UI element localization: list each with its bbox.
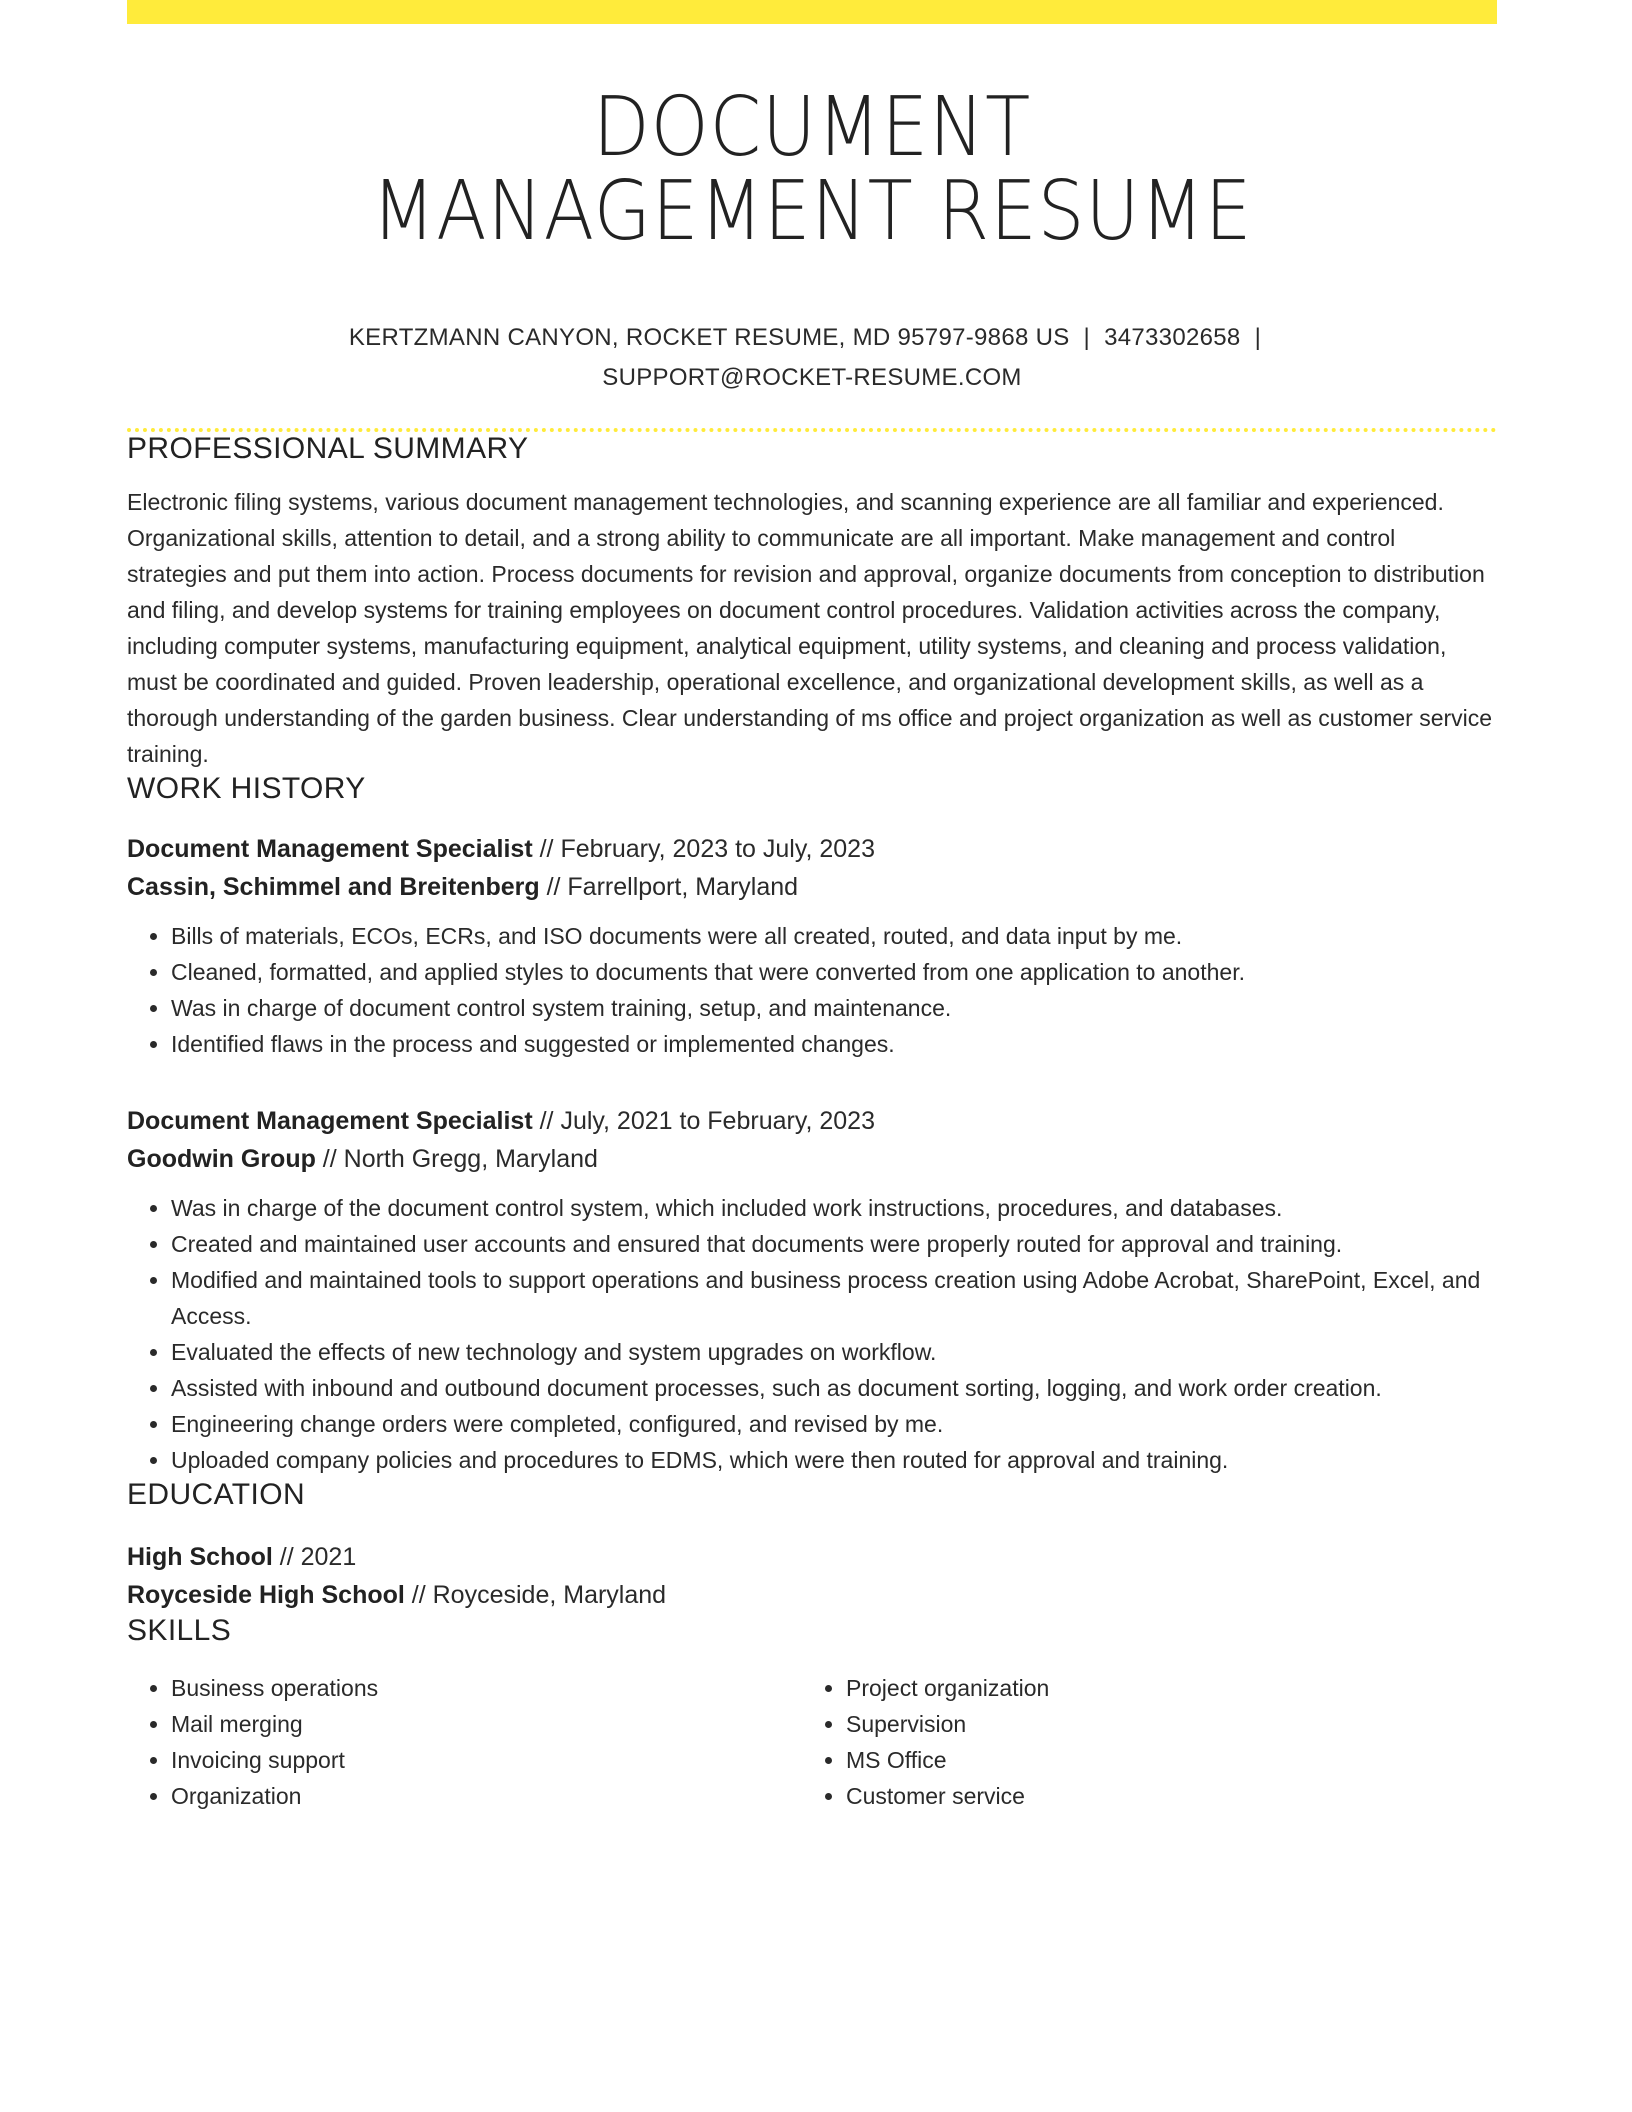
education-school-line bbox=[127, 1576, 1497, 1614]
list-item: • Organization bbox=[171, 1778, 802, 1814]
skills-columns bbox=[127, 1670, 1497, 1814]
title-line-2: MANAGEMENT RESUME bbox=[371, 164, 1253, 259]
address: KERTZMANN CANYON, ROCKET RESUME, MD 95797-9868 US bbox=[348, 324, 1070, 351]
education-entry bbox=[127, 1538, 1497, 1614]
list-item: • Modified and maintained tools to support operations and business process creation using Adobe Acrobat, SharePoint, Excel, and Access. bbox=[171, 1262, 1497, 1334]
education-location: // Royceside, Maryland bbox=[404, 1581, 667, 1609]
job-bullets bbox=[127, 918, 1497, 1062]
job-title: Document Management Specialist bbox=[127, 835, 533, 863]
contact-separator: | bbox=[1083, 324, 1091, 351]
job-company: Cassin, Schimmel and Breitenberg bbox=[127, 873, 540, 901]
list-item: • Cleaned, formatted, and applied styles to documents that were converted from one application to another. bbox=[171, 954, 1497, 990]
summary-text: Electronic filing systems, various document management technologies, and scanning experience are all familiar and experienced. Organizational skills, attention to detail, and a strong ability to communicate are all important. Make management and control strategies and put them into action. Process documents for revision and approval, organize documents from conception to distribution and filing, and develop systems for training employees on document control procedures. Validation activities across the company, including computer systems, manufacturing equipment, analytical equipment, utility systems, and cleaning and process validation, must be coordinated and guided. Proven leadership, operational excellence, and organizational development skills, as well as a thorough understanding of the garden business. Clear understanding of ms office and project organization as well as customer service training. bbox=[127, 489, 1493, 767]
job-title: Document Management Specialist bbox=[127, 1107, 533, 1135]
list-item: • Mail merging bbox=[171, 1706, 802, 1742]
list-item: • Evaluated the effects of new technology and system upgrades on workflow. bbox=[171, 1334, 1497, 1370]
job-dates: // July, 2021 to February, 2023 bbox=[532, 1107, 875, 1135]
contact-info bbox=[127, 318, 1497, 398]
contact-line-2 bbox=[127, 358, 1497, 398]
job-title-line bbox=[127, 1102, 1497, 1140]
list-item: • Was in charge of document control system training, setup, and maintenance. bbox=[171, 990, 1497, 1026]
phone: 3473302658 bbox=[1104, 324, 1241, 351]
section-heading-work: WORK HISTORY bbox=[127, 772, 366, 805]
education-year: // 2021 bbox=[272, 1543, 357, 1571]
job-bullets bbox=[127, 1190, 1497, 1478]
job-dates: // February, 2023 to July, 2023 bbox=[532, 835, 875, 863]
resume-page bbox=[127, 0, 1497, 1814]
accent-top-bar bbox=[127, 0, 1497, 24]
list-item: • Uploaded company policies and procedures to EDMS, which were then routed for approval and training. bbox=[171, 1442, 1497, 1478]
section-heading-education: EDUCATION bbox=[127, 1478, 306, 1511]
list-item: • Supervision bbox=[846, 1706, 1496, 1742]
job-company: Goodwin Group bbox=[127, 1145, 316, 1173]
list-item: • Business operations bbox=[171, 1670, 802, 1706]
list-item: • MS Office bbox=[846, 1742, 1496, 1778]
list-item: • Created and maintained user accounts and ensured that documents were properly routed for approval and training. bbox=[171, 1226, 1497, 1262]
list-item: • Invoicing support bbox=[171, 1742, 802, 1778]
list-item: • Bills of materials, ECOs, ECRs, and ISO documents were all created, routed, and data input by me. bbox=[171, 918, 1497, 954]
education-school: Royceside High School bbox=[127, 1581, 405, 1609]
section-heading-skills: SKILLS bbox=[127, 1614, 232, 1647]
job-title-line bbox=[127, 830, 1497, 868]
list-item: • Customer service bbox=[846, 1778, 1496, 1814]
job-location: // North Gregg, Maryland bbox=[315, 1145, 598, 1173]
job-location: // Farrellport, Maryland bbox=[539, 873, 799, 901]
list-item: • Assisted with inbound and outbound document processes, such as document sorting, logging, and work order creation. bbox=[171, 1370, 1497, 1406]
list-item: • Identified flaws in the process and suggested or implemented changes. bbox=[171, 1026, 1497, 1062]
contact-separator: | bbox=[1254, 324, 1262, 351]
list-item: • Engineering change orders were completed, configured, and revised by me. bbox=[171, 1406, 1497, 1442]
job-entry-2 bbox=[127, 1102, 1497, 1478]
resume-title bbox=[196, 80, 1429, 259]
job-entry-1 bbox=[127, 830, 1497, 1062]
education-degree-line bbox=[127, 1538, 1497, 1576]
contact-line-1 bbox=[127, 318, 1497, 358]
skills-right-list bbox=[802, 1670, 1496, 1814]
education-degree: High School bbox=[127, 1543, 273, 1571]
email-link[interactable]: SUPPORT@ROCKET-RESUME.COM bbox=[602, 364, 1022, 391]
list-item: • Project organization bbox=[846, 1670, 1496, 1706]
list-item: • Was in charge of the document control system, which included work instructions, procedures, and databases. bbox=[171, 1190, 1497, 1226]
skills-left-list bbox=[127, 1670, 802, 1814]
title-line-1: DOCUMENT bbox=[592, 80, 1032, 175]
section-heading-summary: PROFESSIONAL SUMMARY bbox=[127, 432, 529, 465]
job-company-line bbox=[127, 1140, 1497, 1178]
job-company-line bbox=[127, 868, 1497, 906]
